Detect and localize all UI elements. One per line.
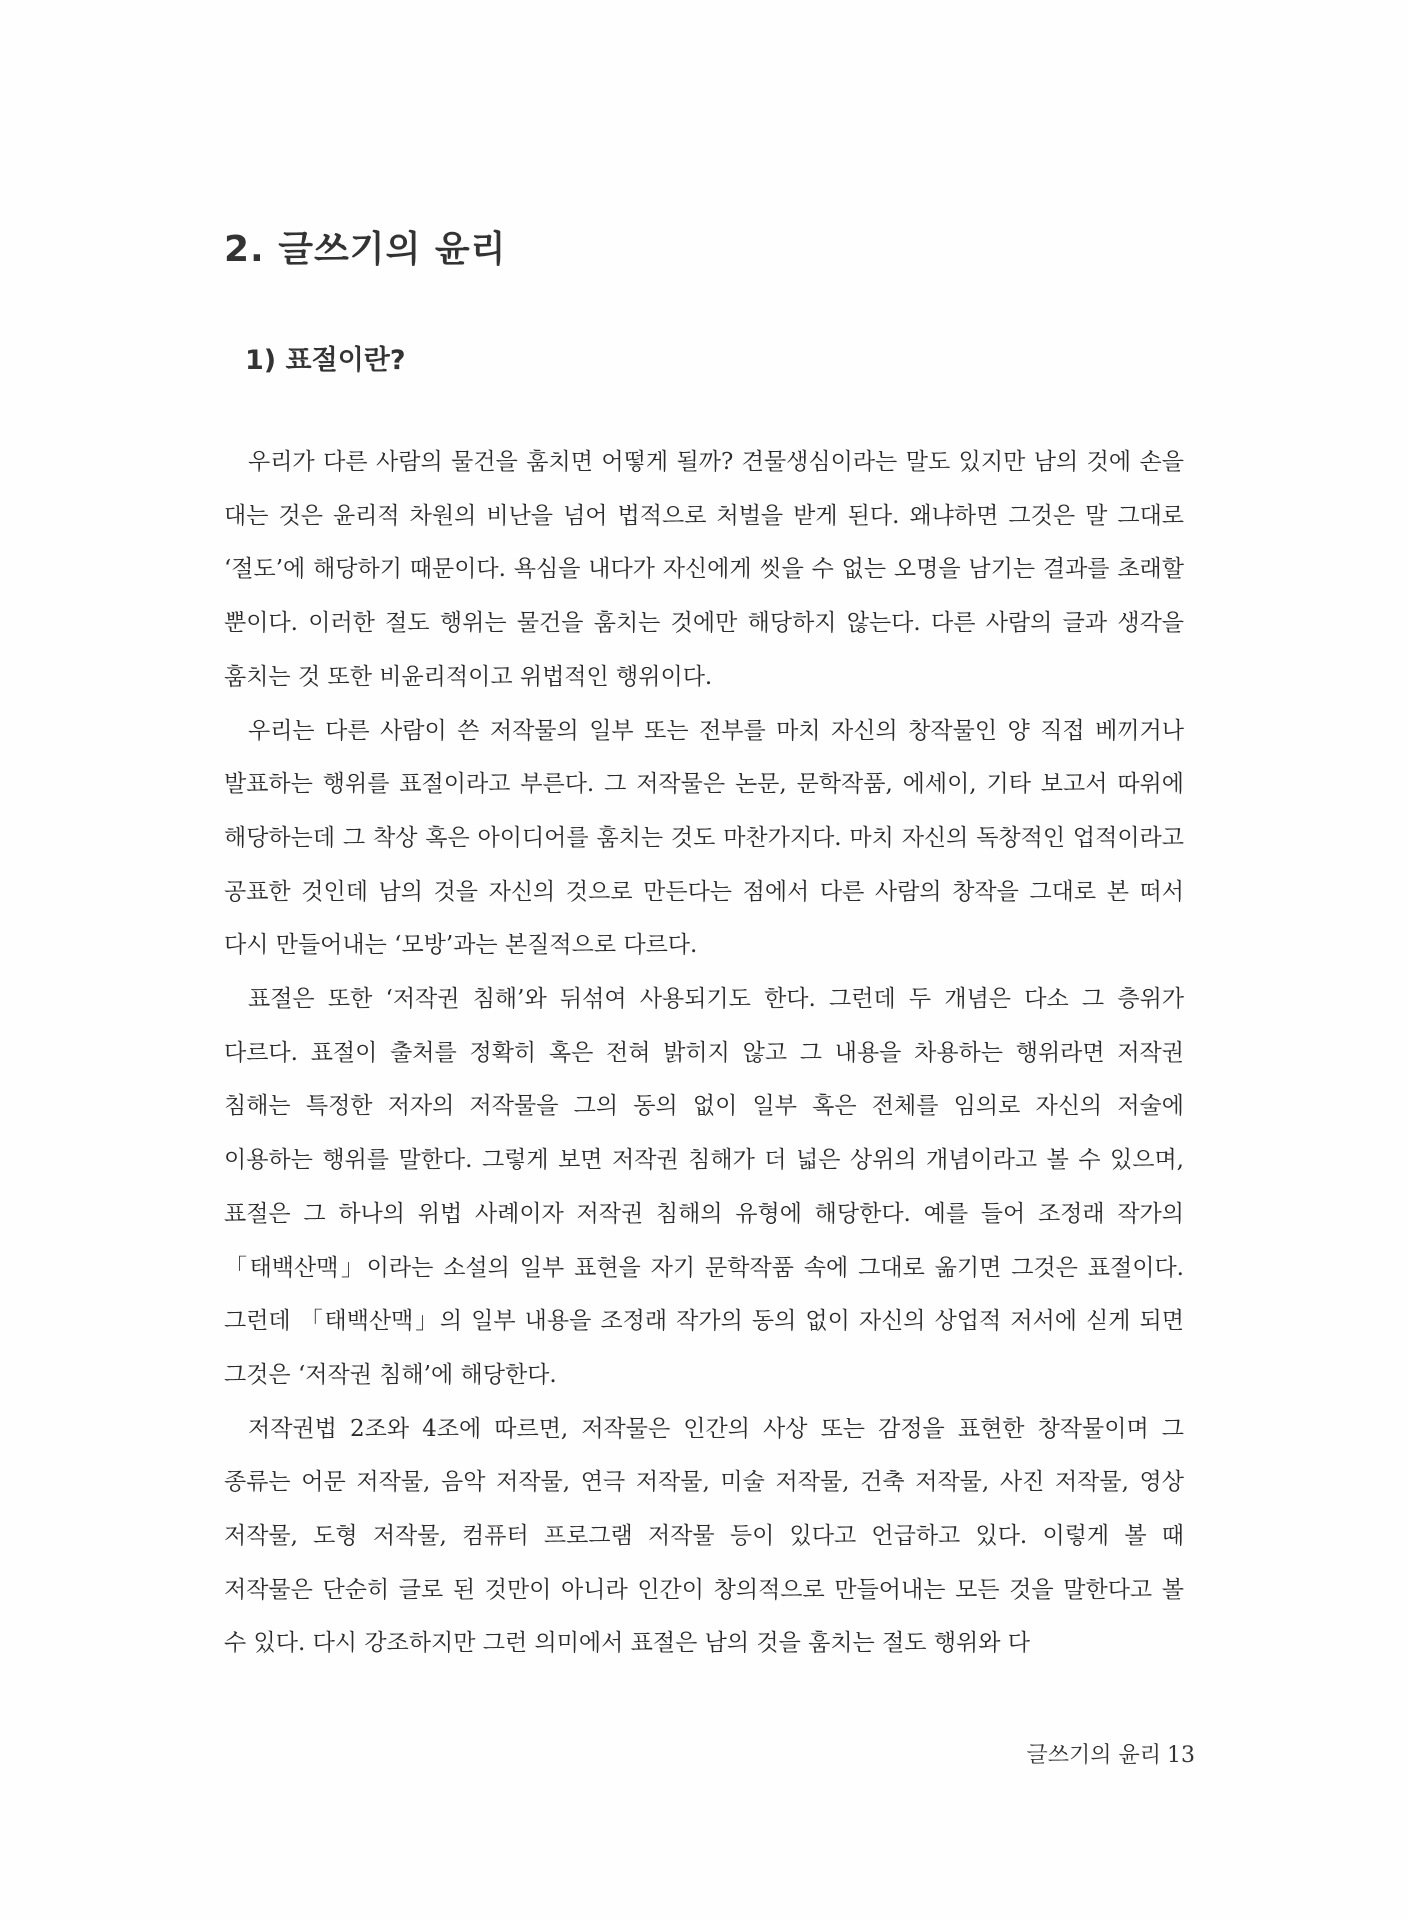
chapter-title: 2. 글쓰기의 윤리 [224,229,507,270]
paragraph: 우리는 다른 사람이 쓴 저작물의 일부 또는 전부를 마치 자신의 창작물인 양 직접 베끼거나 발표하는 행위를 표절이라고 부른다. 그 저작물은 논문, 문학작품, 에세이, 기타 보고서 따위에 해당하는데 그 착상 혹은 아이디어를 훔치는 것도 마찬가지다. 마치 자신의 독창적인 업적이라고 공표한 것인데 남의 것을 자신의 것으로 만든다는 점에서 다른 사람의 창작을 그대로 본 떠서 다시 만들어내는 ‘모방’과는 본질적으로 다르다. [224,717,1184,959]
page-number: 13 [1167,1743,1195,1768]
body-text [224,436,1184,1671]
paragraph: 저작권법 2조와 4조에 따르면, 저작물은 인간의 사상 또는 감정을 표현한 창작물이며 그 종류는 어문 저작물, 음악 저작물, 연극 저작물, 미술 저작물, 건축 저작물, 사진 저작물, 영상 저작물, 도형 저작물, 컴퓨터 프로그램 저작물 등이 있다고 언급하고 있다. 이렇게 볼 때 저작물은 단순히 글로 된 것만이 아니라 인간이 창의적으로 만들어내는 모든 것을 말한다고 볼 수 있다. 다시 강조하지만 그런 의미에서 표절은 남의 것을 훔치는 절도 행위와 다 [224,1415,1184,1657]
section-title: 1) 표절이란? [245,345,406,376]
page-footer [1026,1740,1195,1771]
running-title: 글쓰기의 윤리 [1026,1743,1161,1768]
paragraph: 우리가 다른 사람의 물건을 훔치면 어떻게 될까? 견물생심이라는 말도 있지만 남의 것에 손을 대는 것은 윤리적 차원의 비난을 넘어 법적으로 처벌을 받게 된다. 왜냐하면 그것은 말 그대로 ‘절도’에 해당하기 때문이다. 욕심을 내다가 자신에게 씻을 수 없는 오명을 남기는 결과를 초래할 뿐이다. 이러한 절도 행위는 물건을 훔치는 것에만 해당하지 않는다. 다른 사람의 글과 생각을 훔치는 것 또한 비윤리적이고 위법적인 행위이다. [224,449,1184,690]
paragraph: 표절은 또한 ‘저작권 침해’와 뒤섞여 사용되기도 한다. 그런데 두 개념은 다소 그 층위가 다르다. 표절이 출처를 정확히 혹은 전혀 밝히지 않고 그 내용을 차용하는 행위라면 저작권 침해는 특정한 저자의 저작물을 그의 동의 없이 일부 혹은 전체를 임의로 자신의 저술에 이용하는 행위를 말한다. 그렇게 보면 저작권 침해가 더 넓은 상위의 개념이라고 볼 수 있으며, 표절은 그 하나의 위법 사례이자 저작권 침해의 유형에 해당한다. 예를 들어 조정래 작가의 「태백산맥」이라는 소설의 일부 표현을 자기 문학작품 속에 그대로 옮기면 그것은 표절이다. 그런데 「태백산맥」의 일부 내용을 조정래 작가의 동의 없이 자신의 상업적 저서에 싣게 되면 그것은 ‘저작권 침해’에 해당한다. [224,986,1184,1388]
